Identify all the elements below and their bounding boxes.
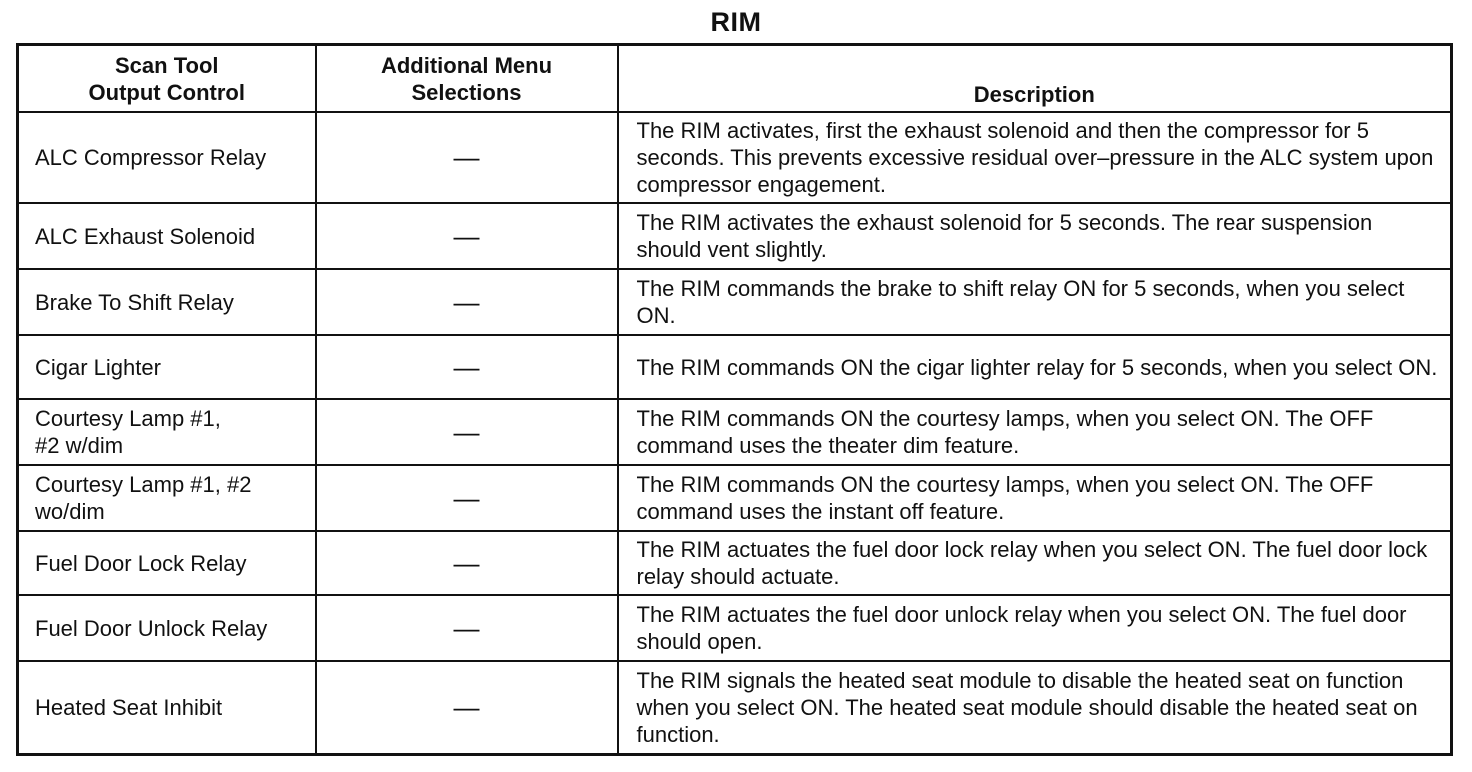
menu-selection-cell: —: [316, 203, 618, 269]
description-cell: The RIM actuates the fuel door unlock relay when you select ON. The fuel door should open.: [618, 595, 1452, 661]
output-control-cell: Courtesy Lamp #1, #2 wo/dim: [18, 465, 316, 531]
table-row: [18, 531, 1452, 595]
menu-selection-cell: —: [316, 112, 618, 203]
output-control-cell: Brake To Shift Relay: [18, 269, 316, 335]
table-row: [18, 661, 1452, 754]
rim-output-control-table: [16, 43, 1453, 756]
output-control-cell: ALC Exhaust Solenoid: [18, 203, 316, 269]
table-row: [18, 465, 1452, 531]
table-row: [18, 269, 1452, 335]
table-row: [18, 399, 1452, 465]
menu-selection-cell: —: [316, 269, 618, 335]
menu-selection-cell: —: [316, 595, 618, 661]
description-cell: The RIM activates the exhaust solenoid for 5 seconds. The rear suspension should vent slightly.: [618, 203, 1452, 269]
description-cell: The RIM commands ON the courtesy lamps, when you select ON. The OFF command uses the instant off feature.: [618, 465, 1452, 531]
page-title: RIM: [710, 7, 762, 37]
menu-selection-cell: —: [316, 399, 618, 465]
table-row: [18, 203, 1452, 269]
menu-selection-cell: —: [316, 335, 618, 399]
header-menu-selections: Additional Menu Selections: [316, 45, 618, 113]
output-control-cell: Cigar Lighter: [18, 335, 316, 399]
table-row: [18, 335, 1452, 399]
description-cell: The RIM commands the brake to shift relay ON for 5 seconds, when you select ON.: [618, 269, 1452, 335]
output-control-cell: ALC Compressor Relay: [18, 112, 316, 203]
description-cell: The RIM commands ON the courtesy lamps, when you select ON. The OFF command uses the theater dim feature.: [618, 399, 1452, 465]
menu-selection-cell: —: [316, 531, 618, 595]
output-control-cell: Fuel Door Unlock Relay: [18, 595, 316, 661]
header-output-control: Scan Tool Output Control: [18, 45, 316, 113]
menu-selection-cell: —: [316, 465, 618, 531]
description-cell: The RIM signals the heated seat module to disable the heated seat on function when you select ON. The heated seat module should disable the heated seat on function.: [618, 661, 1452, 754]
description-cell: The RIM commands ON the cigar lighter relay for 5 seconds, when you select ON.: [618, 335, 1452, 399]
output-control-cell: Courtesy Lamp #1, #2 w/dim: [18, 399, 316, 465]
table-row: [18, 595, 1452, 661]
header-description: Description: [618, 45, 1452, 113]
output-control-cell: Heated Seat Inhibit: [18, 661, 316, 754]
description-cell: The RIM actuates the fuel door lock relay when you select ON. The fuel door lock relay should actuate.: [618, 531, 1452, 595]
output-control-cell: Fuel Door Lock Relay: [18, 531, 316, 595]
menu-selection-cell: —: [316, 661, 618, 754]
table-header-row: [18, 45, 1452, 113]
description-cell: The RIM activates, first the exhaust solenoid and then the compressor for 5 seconds. This prevents excessive residual over–pressure in the ALC system upon compressor engagement.: [618, 112, 1452, 203]
table-row: [18, 112, 1452, 203]
